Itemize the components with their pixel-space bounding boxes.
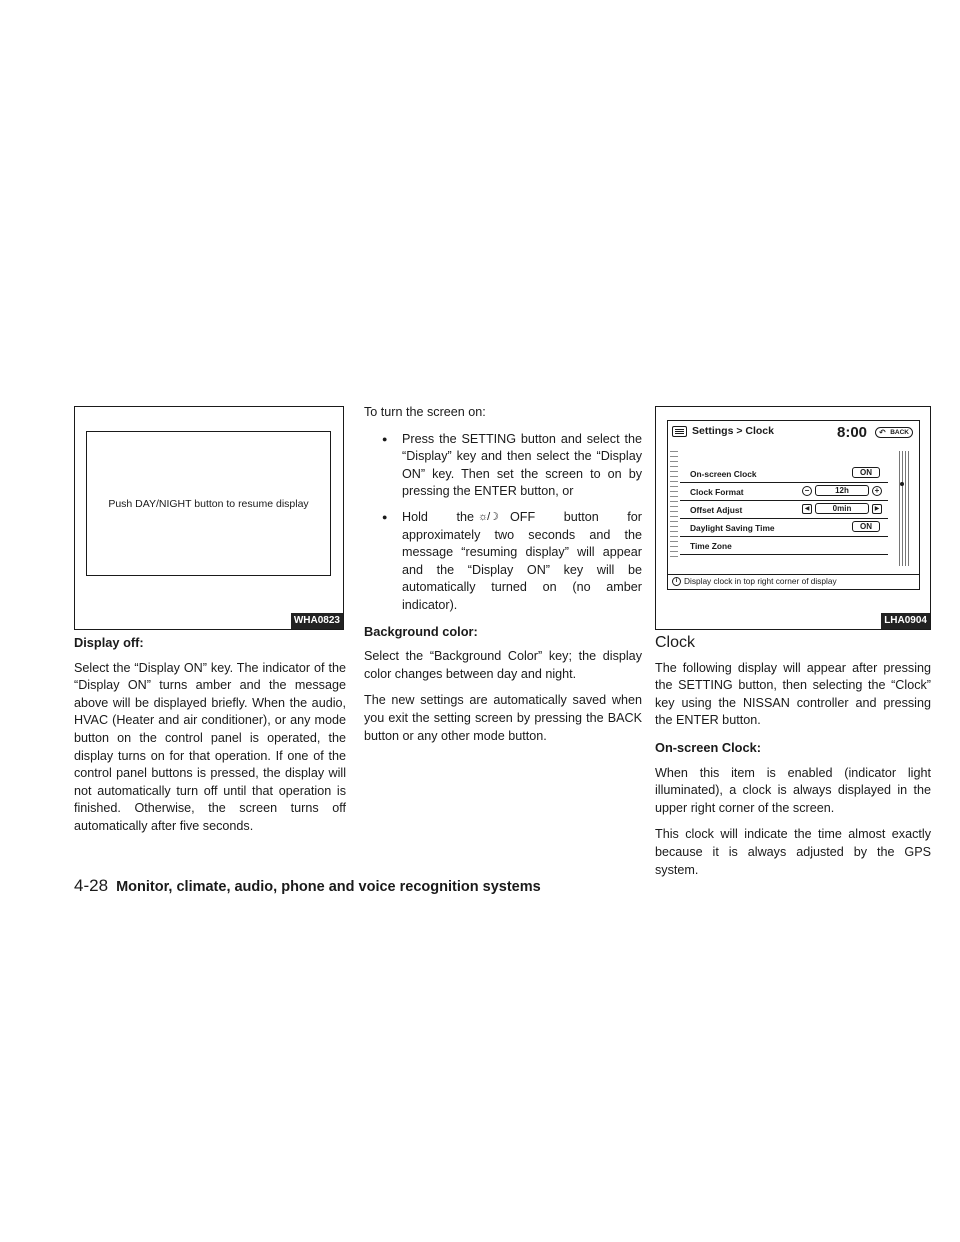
breadcrumb: Settings > Clock (692, 425, 774, 437)
value-box: 0min (815, 503, 869, 514)
screen-footer: i Display clock in top right corner of display (668, 574, 919, 589)
list-item: ● Press the SETTING button and select the “Display” key and then select the “Display ON” key. Then set the screen to on by pressing the ENTER button, or (364, 431, 642, 501)
clock-time: 8:00 (837, 424, 868, 441)
paragraph-settings-saved: The new settings are automatically saved when you exit the setting screen by pressing the BACK button or any other mode button. (364, 693, 642, 743)
setting-daylight-saving[interactable]: Daylight Saving Time ON (680, 519, 888, 537)
page-footer (74, 876, 541, 896)
turn-on-steps (364, 431, 642, 615)
screen-mockup (86, 431, 331, 576)
resume-display-message: Push DAY/NIGHT button to resume display (108, 497, 309, 510)
paragraph-display-off: Select the “Display ON” key. The indicator of the “Display ON” turns amber and the message above will be displayed briefly. When the audio, HVAC (Heater and air conditioner), or any mode button on the control panel is operated, the display turns on for that operation. If one of the control panel buttons is pressed, the display will not automatically turn off until that operation is finished. Otherwise, the screen turns off automatically after five seconds. (74, 660, 346, 833)
page-number: 4-28 (74, 876, 109, 895)
paragraph-background-color: Select the “Background Color” key; the display color changes between day and night. (364, 649, 642, 681)
minus-icon[interactable]: − (802, 486, 812, 496)
setting-time-zone[interactable]: Time Zone (680, 537, 888, 555)
setting-clock-format[interactable]: Clock Format − 12h + (680, 483, 888, 501)
paragraph-gps-adjust: This clock will indicate the time almost exactly because it is always adjusted by the GPS system. (655, 827, 931, 877)
back-arrow-icon: ↶ (879, 428, 886, 437)
setting-offset-adjust[interactable]: Offset Adjust ◀ 0min ▶ (680, 501, 888, 519)
arrow-left-icon[interactable]: ◀ (802, 504, 812, 514)
figure-code: WHA0823 (291, 613, 343, 629)
scrollbar[interactable] (893, 466, 913, 556)
arrow-right-icon[interactable]: ▶ (872, 504, 882, 514)
screen-header (668, 421, 919, 443)
column-3 (655, 634, 931, 888)
clock-settings-screen (667, 420, 920, 590)
setting-on-screen-clock[interactable]: On-screen Clock ON (680, 465, 888, 483)
intro-turn-on: To turn the screen on: (364, 405, 486, 419)
left-scale-decoration (670, 451, 678, 561)
plus-icon[interactable]: + (872, 486, 882, 496)
day-night-icon: ☼/☽ (477, 510, 498, 523)
figure-display-off (74, 406, 344, 630)
value-box: 12h (815, 485, 869, 496)
indicator-on: ON (852, 521, 880, 532)
column-1 (74, 634, 346, 845)
figure-clock-settings (655, 406, 931, 630)
heading-background-color: Background color: (364, 623, 478, 639)
paragraph-on-screen-clock: When this item is enabled (indicator light illuminated), a clock is always displayed in the upper right corner of the screen. (655, 765, 931, 815)
info-icon: i (672, 577, 681, 586)
indicator-on: ON (852, 467, 880, 478)
section-heading-clock: Clock (655, 634, 696, 651)
heading-on-screen-clock: On-screen Clock: (655, 739, 761, 755)
back-button[interactable]: ↶ BACK (875, 427, 913, 438)
column-2 (364, 404, 642, 754)
scroll-thumb (900, 482, 904, 486)
heading-display-off: Display off: (74, 635, 144, 650)
menu-icon (672, 426, 687, 437)
figure-code: LHA0904 (881, 613, 930, 629)
chapter-title: Monitor, climate, audio, phone and voice recognition systems (116, 879, 541, 895)
paragraph-clock-intro: The following display will appear after pressing the SETTING button, then selecting the “Clock” key using the NISSAN controller and pressing the ENTER button. (655, 660, 931, 728)
list-item: ● Hold the ☼/☽ OFF button for approximately two seconds and the message “resuming display” will appear and the “Display ON” key will be automatically turned on (no amber indicator). (364, 509, 642, 615)
